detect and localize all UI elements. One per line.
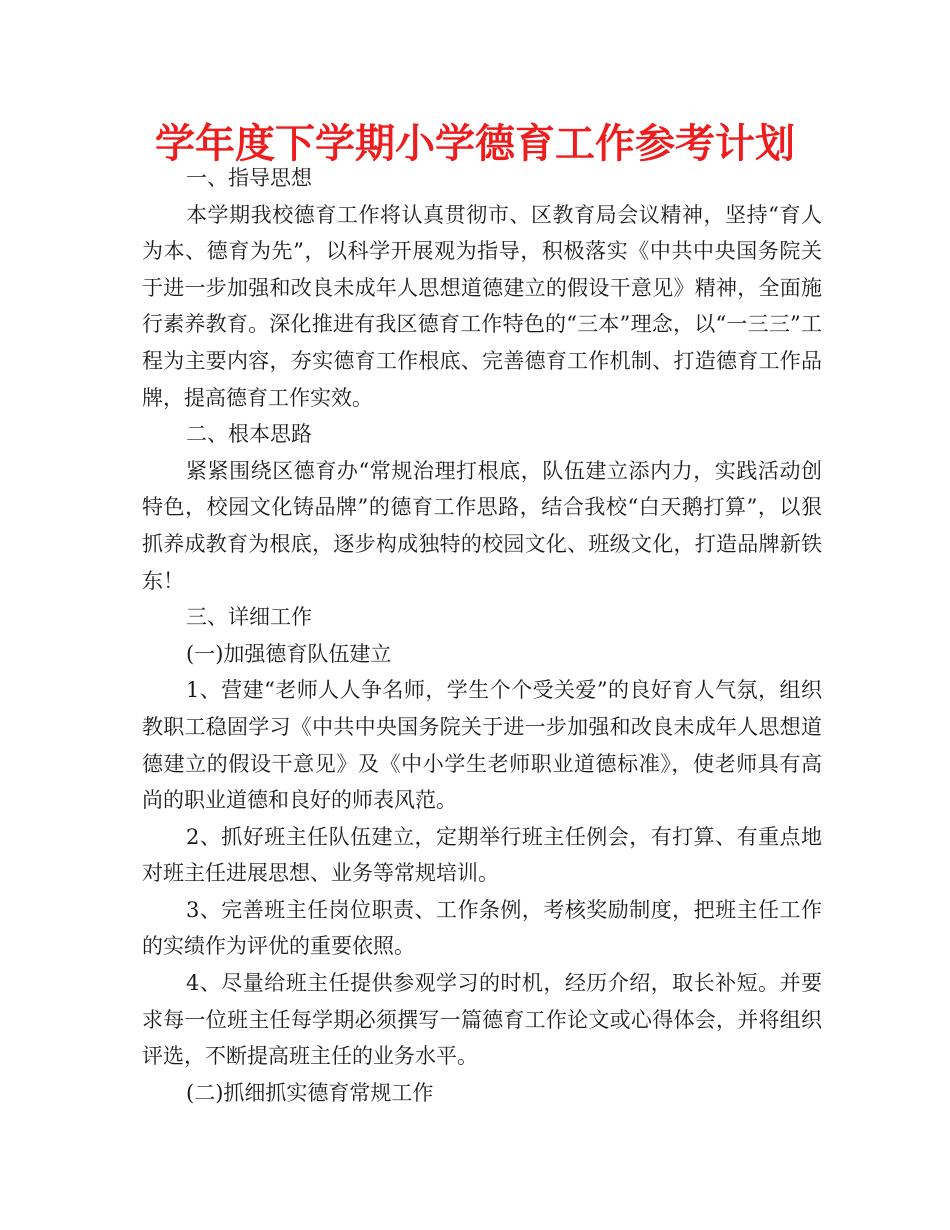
- list-item-4: 4、尽量给班主任提供参观学习的时机，经历介绍，取长补短。并要求每一位班主任每学期必须撰写一篇德育工作论文或心得体会，并将组织评选，不断提高班主任的业务水平。: [142, 971, 822, 1069]
- list-item-2: 2、抓好班主任队伍建立，定期举行班主任例会，有打算、有重点地对班主任进展思想、业务等常规培训。: [142, 824, 822, 886]
- document-title: 学年度下学期小学德育工作参考计划: [155, 121, 795, 167]
- list-item-1: 1、营建“老师人人争名师，学生个个受关爱”的良好育人气氛，组织教职工稳固学习《中共中央国务院关于进一步加强和改良未成年人思想道德建立的假设干意见》及《中小学生老师职业道德标准》，使老师具有高尚的职业道德和良好的师表风范。: [142, 678, 822, 813]
- heading-basic-approach: 二、根本思路: [186, 422, 312, 447]
- heading-detailed-work: 三、详细工作: [186, 605, 312, 630]
- subheading-team-building: (一)加强德育队伍建立: [186, 641, 392, 666]
- heading-guiding-ideology: 一、指导思想: [186, 166, 312, 190]
- list-item-3: 3、完善班主任岗位职责、工作条例，考核奖励制度，把班主任工作的实绩作为评优的重要依照。: [142, 897, 822, 959]
- paragraph-basic-approach: 紧紧围绕区德育办“常规治理打根底，队伍建立添内力，实践活动创特色，校园文化铸品牌”的德育工作思路，结合我校“白天鹅打算”，以狠抓养成教育为根底，逐步构成独特的校园文化、班级文化，打造品牌新铁东！: [142, 458, 822, 593]
- document-body: [142, 160, 822, 1111]
- subheading-routine-work: (二)抓细抓实德育常规工作: [186, 1080, 434, 1105]
- paragraph-guiding-ideology: 本学期我校德育工作将认真贯彻市、区教育局会议精神，坚持“育人为本、德育为先”，以科学开展观为指导，积极落实《中共中央国务院关于进一步加强和改良未成年人思想道德建立的假设干意见》精神，全面施行素养教育。深化推进有我区德育工作特色的“三本”理念，以“一三三”工程为主要内容，夯实德育工作根底、完善德育工作机制、打造德育工作品牌，提高德育工作实效。: [142, 202, 822, 410]
